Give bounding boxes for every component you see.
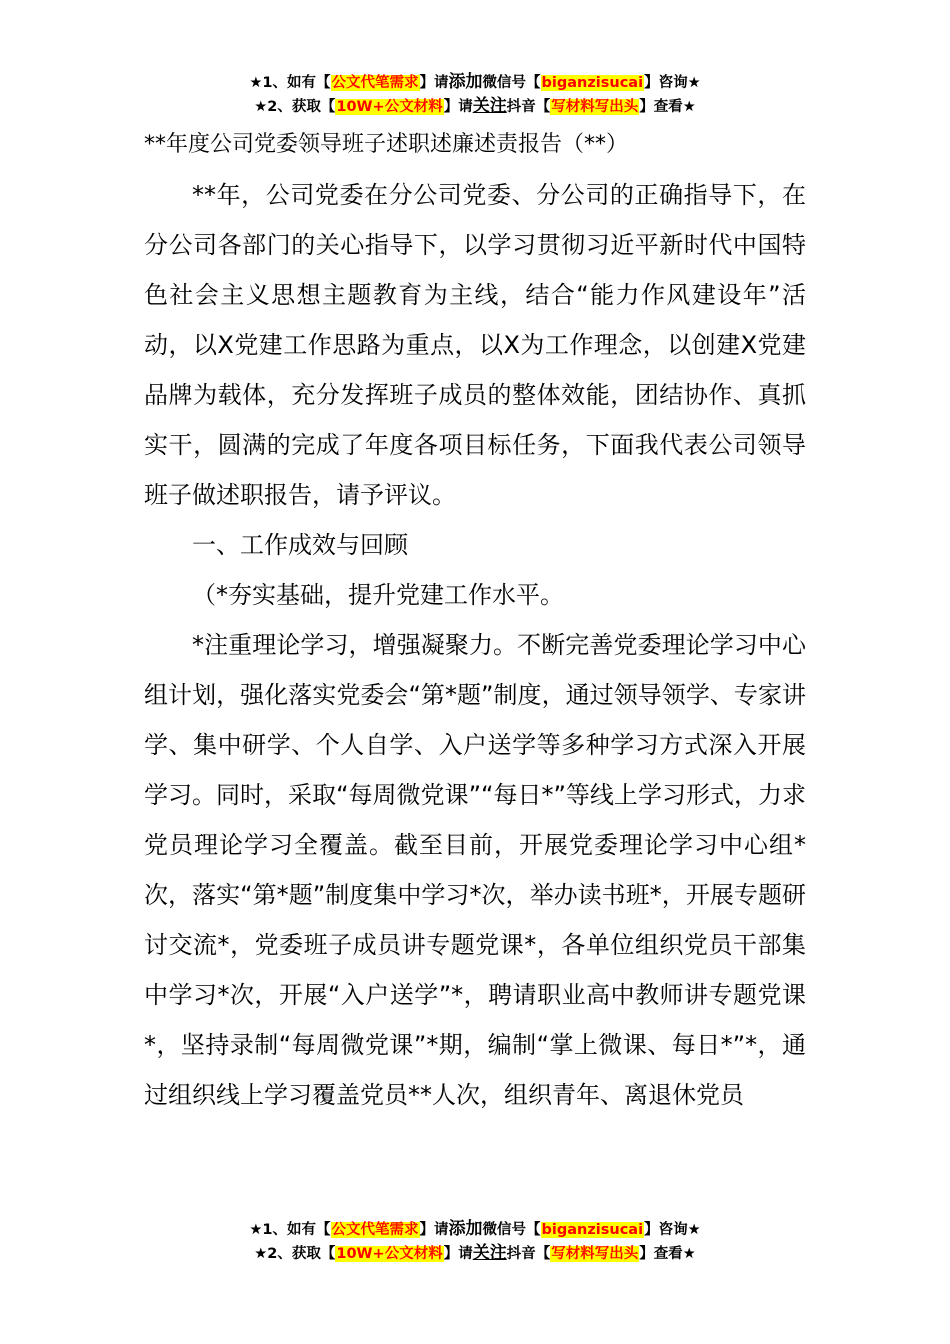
promo-text: 】请 [419,75,449,91]
section-heading: 一、工作成效与回顾 [192,531,408,559]
promo-emphasis: 关注 [472,96,507,116]
promo-text: 】请 [443,1246,473,1262]
promo-emphasis: 关注 [472,1243,507,1263]
promo-text: 抖音【 [506,99,551,115]
promo-text: 】查看★ [639,99,696,115]
footer-promo-banner [0,1217,950,1265]
promo-emphasis: 添加 [448,1219,483,1239]
promo-douyin-id: 写材料写出头 [551,1246,639,1262]
promo-text: ★2、获取【 [254,1246,336,1262]
promo-text: 】咨询★ [644,75,701,91]
promo-text: 】请 [419,1222,449,1238]
promo-emphasis: 添加 [448,72,483,92]
promo-line-1 [0,1217,950,1241]
promo-text: 】请 [443,99,473,115]
promo-line-2 [0,94,950,118]
subsection-heading: （*夯实基础，提升党建工作水平。 [192,581,564,609]
header-promo-banner [0,70,950,118]
promo-wechat-id: biganzisucai [541,75,644,91]
promo-text: ★2、获取【 [254,99,336,115]
promo-highlight: 公文代笔需求 [331,1222,419,1238]
paragraph-theory-study: *注重理论学习，增强凝聚力。不断完善党委理论学习中心组计划，强化落实党委会“第*题”制度，通过领导领学、专家讲学、集中研学、个人自学、入户送学等多种学习方式深入开展学习。同时，采取“每周微党课”“每日*”等线上学习形式，力求党员理论学习全覆盖。截至目前，开展党委理论学习中心组*次，落实“第*题”制度集中学习*次，举办读书班*，开展专题研讨交流*，党委班子成员讲专题党课*，各单位组织党员干部集中学习*次，开展“入户送学”*，聘请职业高中教师讲专题党课*，坚持录制“每周微党课”*期，编制“掌上微课、每日*”*，通过组织线上学习覆盖党员**人次，组织青年、离退休党员 [144,631,806,1109]
promo-text: 微信号【 [482,1222,541,1238]
promo-text: ★1、如有【 [249,1222,331,1238]
promo-text: 】查看★ [639,1246,696,1262]
document-body [144,120,806,1120]
promo-highlight: 10W+公文材料 [336,99,443,115]
promo-highlight: 10W+公文材料 [336,1246,443,1262]
paragraph-intro: **年，公司党委在分公司党委、分公司的正确指导下，在分公司各部门的关心指导下，以学习贯彻习近平新时代中国特色社会主义思想主题教育为主线，结合“能力作风建设年”活动，以X党建工作思路为重点，以X为工作理念，以创建X党建品牌为载体，充分发挥班子成员的整体效能，团结协作、真抓实干，圆满的完成了年度各项目标任务，下面我代表公司领导班子做述职报告，请予评议。 [144,181,806,509]
promo-text: 】咨询★ [644,1222,701,1238]
promo-line-1 [0,70,950,94]
promo-text: 微信号【 [482,75,541,91]
promo-line-2 [0,1241,950,1265]
promo-text: ★1、如有【 [249,75,331,91]
promo-highlight: 公文代笔需求 [331,75,419,91]
promo-text: 抖音【 [506,1246,551,1262]
document-title: **年度公司党委领导班子述职述廉述责报告（**） [144,132,629,157]
promo-wechat-id: biganzisucai [541,1222,644,1238]
promo-douyin-id: 写材料写出头 [551,99,639,115]
